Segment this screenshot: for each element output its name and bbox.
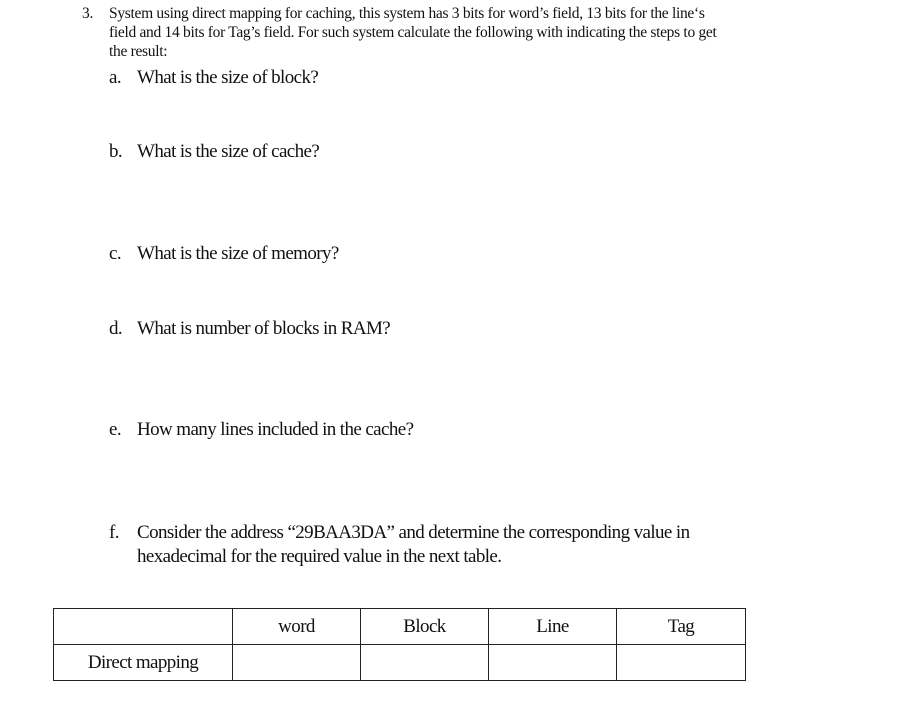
subquestion-text: What is the size of cache?: [137, 141, 320, 162]
subquestion-letter: f.: [109, 522, 119, 543]
subquestion-text: How many lines included in the cache?: [137, 419, 414, 440]
table-cell-word: [233, 645, 361, 681]
subquestion-letter: c.: [109, 243, 121, 264]
subquestion-text: What is the size of memory?: [137, 243, 339, 264]
subquestion-text: What is number of blocks in RAM?: [137, 318, 391, 339]
question-3: [82, 4, 722, 61]
table-header-cell: [54, 609, 233, 645]
subquestion-b: [109, 140, 729, 164]
table-header-cell: Block: [361, 609, 489, 645]
question-number: 3.: [82, 5, 94, 22]
subquestion-d: [109, 317, 729, 341]
table-row-label: Direct mapping: [54, 645, 233, 681]
question-text: System using direct mapping for caching, this system has 3 bits for word’s field, 13 bits for the line‘s field and 14 bits for Tag’s field. For such system calculate the following with indicating the steps to get the result:: [109, 5, 717, 60]
subquestion-f: [109, 521, 729, 569]
table-header-row: [54, 609, 746, 645]
table-cell-line: [489, 645, 617, 681]
subquestion-a: [109, 66, 729, 90]
table-header-cell: word: [233, 609, 361, 645]
subquestion-text: Consider the address “29BAA3DA” and determine the corresponding value in hexadecimal for the required value in the next table.: [137, 522, 690, 567]
subquestion-text: What is the size of block?: [137, 67, 319, 88]
table-header-cell: Tag: [617, 609, 746, 645]
table-header-cell: Line: [489, 609, 617, 645]
subquestion-letter: d.: [109, 318, 123, 339]
table-cell-tag: [617, 645, 746, 681]
address-table: [53, 608, 746, 681]
subquestion-letter: b.: [109, 141, 123, 162]
subquestion-letter: e.: [109, 419, 121, 440]
table-row: [54, 645, 746, 681]
subquestion-letter: a.: [109, 67, 121, 88]
table-cell-block: [361, 645, 489, 681]
subquestion-e: [109, 418, 729, 442]
subquestion-c: [109, 242, 729, 266]
